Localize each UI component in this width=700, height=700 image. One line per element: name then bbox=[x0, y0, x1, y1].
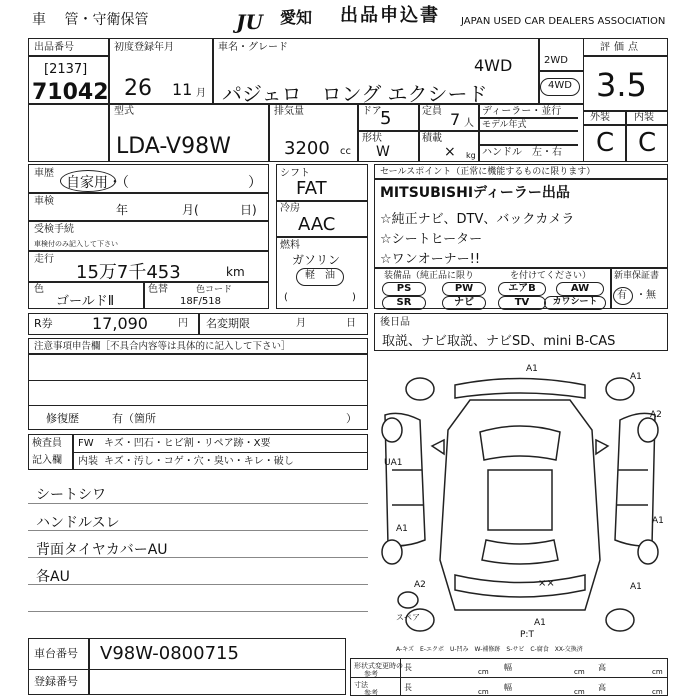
deadline-day: 日 bbox=[346, 318, 356, 329]
chassis-value: V98W-0800715 bbox=[100, 643, 239, 664]
equip-airbag: エアB bbox=[498, 282, 546, 296]
dims-length-unit: cm bbox=[478, 668, 489, 676]
selling-points-label: セールスポイント（正常に機能するものに限ります） bbox=[380, 167, 596, 177]
deadline-label: 名変期限 bbox=[206, 317, 250, 330]
diagram-legend-1: A-キズ E-エクボ U-凹み W-補修跡 S-サビ C-腐食 XX-交換済 bbox=[396, 646, 583, 653]
capacity-unit: 人 bbox=[464, 118, 474, 129]
car-name-value: パジェロ ロング エクシード bbox=[222, 82, 488, 106]
inspector-label-1: 検査員 bbox=[32, 438, 62, 449]
repair-close: ） bbox=[346, 412, 357, 425]
shape-value: W bbox=[376, 144, 390, 160]
registration-month-unit: 月 bbox=[196, 88, 206, 99]
recycle-unit: 円 bbox=[178, 318, 188, 329]
inspector-label-2: 記入欄 bbox=[32, 455, 62, 466]
model-year-label: モデル年式 bbox=[482, 120, 527, 130]
diagram-bottom-mark: P:T bbox=[520, 630, 534, 640]
inspection-day: 日) bbox=[240, 203, 257, 217]
diagram-mark-front-right: A1 bbox=[630, 372, 642, 382]
inspection-month: 月( bbox=[182, 203, 199, 217]
deadline-month: 月 bbox=[296, 318, 306, 329]
repair-label: 修復歴 bbox=[46, 412, 79, 425]
load-unit: kg bbox=[466, 151, 476, 160]
dims-width: 幅 bbox=[504, 663, 512, 672]
dealer-label: ディーラー・並行 bbox=[482, 106, 562, 117]
repair-value: 有（箇所 bbox=[112, 412, 156, 425]
diagram-mark-right-rear: A1 bbox=[630, 582, 642, 592]
registration-month: 11 bbox=[172, 80, 193, 99]
registration-year: 26 bbox=[124, 76, 152, 101]
selling-points-brand: MITSUBISHIディーラー出品 bbox=[380, 185, 570, 201]
equip-ps: PS bbox=[382, 282, 426, 296]
warranty-yes: 有 bbox=[617, 290, 627, 301]
office-label: 車 管・守衛保管 bbox=[32, 12, 149, 28]
doors-value: 5 bbox=[380, 108, 392, 129]
recycle-value: 17,090 bbox=[92, 314, 148, 333]
inspector-int-items: キズ・汚し・コゲ・穴・臭い・キレ・破し bbox=[104, 456, 294, 467]
load-label: 積載 bbox=[422, 133, 442, 144]
score-label: 評価点 bbox=[600, 42, 642, 53]
drive-2wd: 2WD bbox=[544, 55, 568, 66]
equip-sr: SR bbox=[382, 296, 426, 310]
association-name: JAPAN USED CAR DEALERS ASSOCIATION bbox=[461, 16, 666, 27]
drive-4wd: 4WD bbox=[548, 80, 572, 91]
dims2-height-unit: cm bbox=[652, 688, 663, 696]
dims-length: 長 bbox=[404, 663, 412, 672]
car-name-label: 車名・グレード bbox=[218, 42, 288, 53]
selling-point-3: ☆ワンオーナー!! bbox=[380, 252, 481, 267]
diagram-mark-left-rear: A2 bbox=[414, 580, 426, 590]
fuel-label: 燃料 bbox=[280, 240, 300, 251]
usage-value: 自家用・（ bbox=[66, 175, 129, 191]
diagram-mark-left-lower: A1 bbox=[396, 524, 408, 534]
mileage-unit: km bbox=[226, 265, 245, 279]
diagram-mark-right-lower: A1 bbox=[652, 516, 664, 526]
ac-label: 冷房 bbox=[280, 203, 300, 214]
reception-note: 車検付のみ記入して下さい bbox=[34, 240, 118, 248]
equipment-label: 装備品（純正品に限り を付けてください） bbox=[384, 271, 592, 281]
color-code-label: 色コード bbox=[196, 285, 233, 295]
diagram-mark-rear-bottom: A1 bbox=[534, 618, 546, 628]
dims-label-2: 寸法 bbox=[354, 681, 368, 689]
inspector-int-label: 内装 bbox=[78, 456, 98, 467]
inspector-fw-label: FW bbox=[78, 438, 94, 449]
spare-label: スペア bbox=[396, 613, 420, 622]
car-drive-note: 4WD bbox=[474, 56, 513, 75]
equip-power-seat: カワシート bbox=[544, 296, 606, 310]
shift-label: シフト bbox=[280, 168, 310, 179]
region-label: 愛知 bbox=[280, 8, 313, 27]
selling-point-1: ☆純正ナビ、DTV、バックカメラ bbox=[380, 212, 575, 227]
equip-navi: ナビ bbox=[442, 296, 486, 310]
chassis-label: 車台番号 bbox=[34, 647, 78, 660]
color-change-label: 色替 bbox=[148, 284, 168, 295]
fuel-paren-open: ( bbox=[284, 292, 288, 303]
mileage-value: 15万7千453 bbox=[76, 262, 181, 283]
lot-sub-number: [2137] bbox=[44, 62, 88, 77]
recycle-label: R券 bbox=[34, 317, 53, 330]
model-label: 型式 bbox=[114, 106, 134, 117]
usage-label: 車歴 bbox=[34, 168, 54, 179]
handwritten-note-1: シートシワ bbox=[36, 487, 106, 503]
reception-label: 受検手続 bbox=[34, 224, 74, 235]
registration-number-label: 登録番号 bbox=[34, 675, 78, 688]
exterior-label: 外装 bbox=[590, 112, 610, 123]
selling-point-2: ☆シートヒーター bbox=[380, 232, 483, 247]
fuel-paren-close: ) bbox=[352, 292, 356, 303]
inspection-year: 年 bbox=[116, 203, 129, 217]
load-value: × bbox=[444, 144, 456, 160]
aftermarket-value: 取説、ナビ取説、ナビSD、mini B-CAS bbox=[382, 334, 616, 349]
dims2-width-unit: cm bbox=[574, 688, 585, 696]
dims-ref-2: 参考 bbox=[364, 689, 378, 697]
notes-label: 注意事項申告欄［不具合内容等は具体的に記入して下さい］ bbox=[34, 341, 291, 352]
displacement-label: 排気量 bbox=[274, 106, 304, 117]
color-code: 18F/518 bbox=[180, 296, 221, 307]
equip-pw: PW bbox=[442, 282, 486, 296]
color-value: ゴールドⅡ bbox=[56, 294, 115, 309]
inspector-fw-items: キズ・凹石・ヒビ割・リペア跡・X要 bbox=[104, 438, 271, 449]
handle-label: ハンドル 左・右 bbox=[482, 147, 562, 158]
exterior-score: C bbox=[596, 128, 615, 158]
lot-label: 出品番号 bbox=[34, 42, 74, 53]
interior-label: 内装 bbox=[634, 112, 654, 123]
displacement-unit: cc bbox=[340, 146, 351, 157]
fuel-gas: ガソリン bbox=[292, 253, 341, 267]
displacement-value: 3200 bbox=[284, 138, 330, 159]
shape-label: 形状 bbox=[362, 133, 382, 144]
diagram-mark-right-upper: A2 bbox=[650, 410, 662, 420]
diagram-mark-rear-xx: ×× bbox=[538, 578, 555, 589]
mileage-label: 走行 bbox=[34, 254, 54, 265]
dims-ref-1: 参考 bbox=[364, 670, 378, 678]
model-value: LDA-V98W bbox=[116, 134, 231, 159]
dims2-length: 長 bbox=[404, 683, 412, 692]
handwritten-note-4: 各AU bbox=[36, 569, 70, 585]
ju-logo-text: JU bbox=[236, 10, 263, 34]
dims2-length-unit: cm bbox=[478, 688, 489, 696]
aftermarket-label: 後日品 bbox=[380, 317, 410, 328]
dims2-height: 高 bbox=[598, 683, 606, 692]
ac-value: AAC bbox=[298, 214, 336, 235]
handwritten-note-2: ハンドルスレ bbox=[36, 515, 120, 531]
dims-width-unit: cm bbox=[574, 668, 585, 676]
capacity-value: 7 bbox=[450, 110, 461, 129]
lot-number: 71042 bbox=[32, 80, 109, 105]
warranty-no: ・無 bbox=[636, 290, 656, 301]
equip-tv: TV bbox=[498, 296, 546, 310]
score-value: 3.5 bbox=[596, 66, 647, 104]
dims-label-1: 形状式変更時の bbox=[354, 662, 403, 670]
interior-score: C bbox=[638, 128, 657, 158]
capacity-label: 定員 bbox=[422, 106, 442, 117]
diagram-mark-left-door: UA1 bbox=[384, 458, 403, 468]
shift-value: FAT bbox=[296, 178, 327, 199]
form-title: 出品申込書 bbox=[340, 5, 440, 26]
equip-aw: AW bbox=[556, 282, 604, 296]
fuel-diesel: 軽 油 bbox=[305, 270, 335, 281]
inspection-label: 車検 bbox=[34, 196, 54, 207]
doors-label: ドア bbox=[362, 106, 382, 117]
dims-height-unit: cm bbox=[652, 668, 663, 676]
diagram-mark-front: A1 bbox=[526, 364, 538, 374]
color-label: 色 bbox=[34, 284, 44, 295]
handwritten-note-3: 背面タイヤカバーAU bbox=[36, 542, 168, 558]
warranty-label: 新車保証書 bbox=[614, 271, 660, 281]
dims2-width: 幅 bbox=[504, 683, 512, 692]
registration-label: 初度登録年月 bbox=[114, 42, 174, 53]
dims-height: 高 bbox=[598, 663, 606, 672]
usage-paren-close: ） bbox=[248, 175, 262, 191]
